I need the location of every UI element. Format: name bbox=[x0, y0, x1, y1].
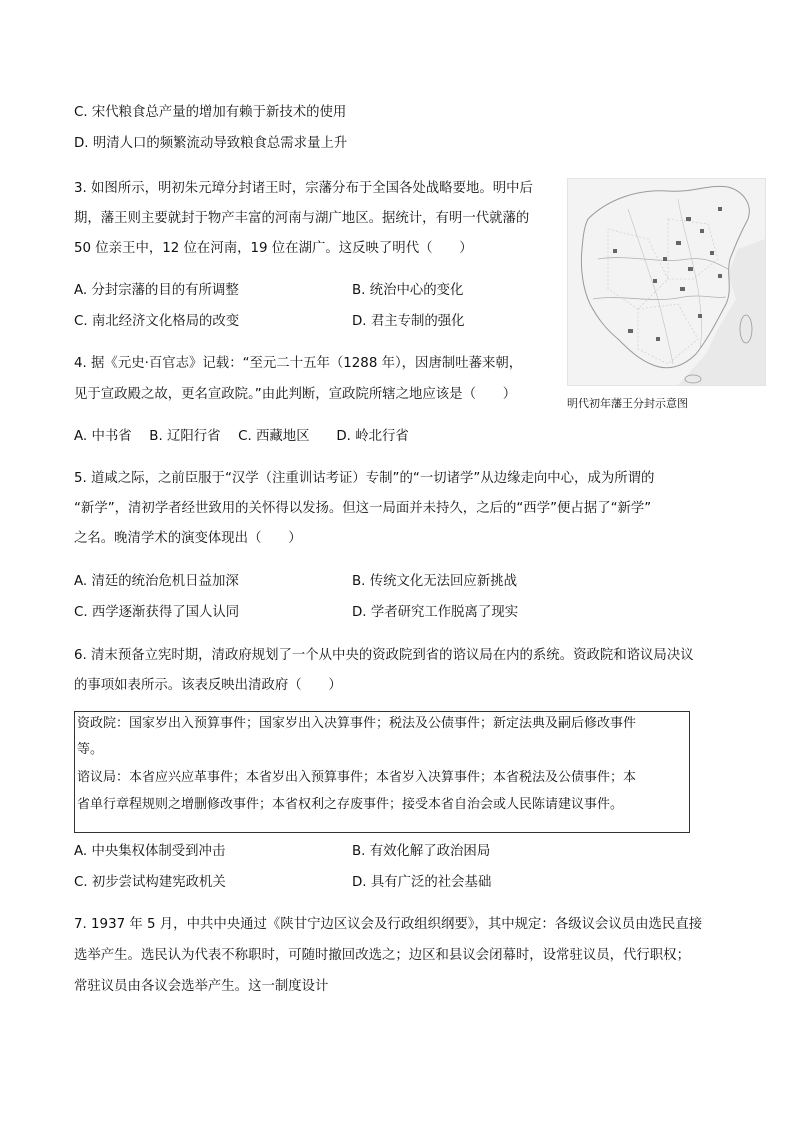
q5-option-c: C. 西学逐渐获得了国人认同 bbox=[74, 605, 240, 620]
q5-stem-line-2: “新学”，清初学者经世致用的关怀得以发扬。但这一局面并未持久，之后的“西学”便占据了“新学” bbox=[74, 501, 652, 516]
q6-option-b: B. 有效化解了政治困局 bbox=[352, 844, 491, 859]
q6-table bbox=[74, 711, 690, 833]
map-drawing bbox=[568, 179, 765, 385]
q5-option-d: D. 学者研究工作脱离了现实 bbox=[352, 605, 519, 620]
q4-options: A. 中书省 B. 辽阳行省 C. 西藏地区 D. 岭北行省 bbox=[74, 429, 409, 444]
q7-stem-line-1: 7. 1937 年 5 月，中共中央通过《陕甘宁边区议会及行政组织纲要》，其中规定：各级议会议员由选民直接 bbox=[74, 917, 703, 932]
q3-option-c: C. 南北经济文化格局的改变 bbox=[74, 314, 240, 329]
q6-stem-line-2: 的事项如表所示。该表反映出清政府（ ） bbox=[74, 678, 342, 693]
q7-stem-line-2: 选举产生。选民认为代表不称职时，可随时撤回改选之；边区和县议会闭幕时，设常驻议员，代行职权； bbox=[74, 948, 690, 963]
q3-stem-line-2: 期，藩王则主要就封于物产丰富的河南与湖广地区。据统计，有明一代就藩的 bbox=[74, 211, 530, 226]
ming-fief-map bbox=[567, 178, 766, 386]
q4-stem-line-2: 见于宣政殿之故，更名宣政院。”由此判断，宣政院所辖之地应该是（ ） bbox=[74, 387, 517, 402]
q7-stem-line-3: 常驻议员由各议会选举产生。这一制度设计 bbox=[74, 979, 329, 994]
q3-option-b: B. 统治中心的变化 bbox=[352, 283, 464, 298]
q3-option-a: A. 分封宗藩的目的有所调整 bbox=[74, 283, 239, 298]
table-line-1: 资政院：国家岁出入预算事件；国家岁出入决算事件；税法及公债事件；新定法典及嗣后修改事件 bbox=[77, 716, 637, 731]
q5-stem-line-3: 之名。晚清学术的演变体现出（ ） bbox=[74, 531, 302, 546]
q3-stem-line-1: 3. 如图所示，明初朱元璋分封诸王时，宗藩分布于全国各处战略要地。明中后 bbox=[74, 181, 533, 196]
q6-option-a: A. 中央集权体制受到冲击 bbox=[74, 844, 226, 859]
q6-option-d: D. 具有广泛的社会基础 bbox=[352, 875, 492, 890]
table-line-2: 等。 bbox=[77, 742, 104, 757]
q4-stem-line-0: 4. 据《元史·百官志》记载：“至元二十五年（1288 年），因唐制吐蕃来朝， bbox=[74, 356, 523, 371]
table-line-3: 谘议局：本省应兴应革事件；本省岁出入预算事件；本省岁入决算事件；本省税法及公债事件；本 bbox=[77, 770, 637, 785]
prev-option-d: D. 明清人口的频繁流动导致粮食总需求量上升 bbox=[74, 136, 348, 151]
map-caption: 明代初年藩王分封示意图 bbox=[567, 397, 688, 410]
q3-option-d: D. 君主专制的强化 bbox=[352, 314, 465, 329]
q6-stem-line-1: 6. 清末预备立宪时期，清政府规划了一个从中央的资政院到省的谘议局在内的系统。资政院和谘议局决议 bbox=[74, 648, 694, 663]
q5-option-a: A. 清廷的统治危机日益加深 bbox=[74, 574, 239, 589]
q5-option-b: B. 传统文化无法回应新挑战 bbox=[352, 574, 517, 589]
table-line-4: 省单行章程规则之增删修改事件；本省权利之存废事件；接受本省自治会或人民陈请建议事件。 bbox=[77, 797, 624, 812]
q3-stem-line-3: 50 位亲王中，12 位在河南，19 位在湖广。这反映了明代（ ） bbox=[74, 241, 473, 256]
q6-option-c: C. 初步尝试构建宪政机关 bbox=[74, 875, 226, 890]
prev-option-c: C. 宋代粮食总产量的增加有赖于新技术的使用 bbox=[74, 105, 347, 120]
q5-stem-line-1: 5. 道咸之际，之前臣服于“汉学（注重训诂考证）专制”的“一切诸学”从边缘走向中心，成为所谓的 bbox=[74, 471, 655, 486]
